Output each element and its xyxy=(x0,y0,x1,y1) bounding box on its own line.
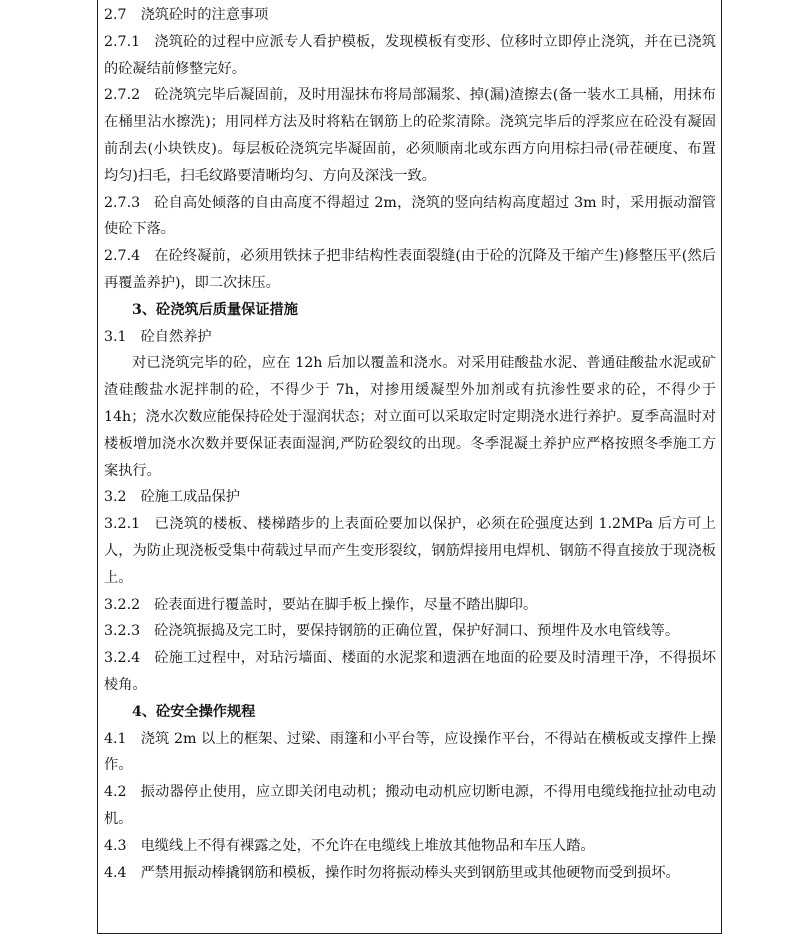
section-number: 2.7 xyxy=(104,7,127,23)
section-number: 3.2 xyxy=(104,489,127,506)
paragraph-text: 振动器停止使用，应立即关闭电动机；搬动电动机应切断电源，不得用电缆线拖拉扯动电动机。 xyxy=(104,784,716,827)
paragraph-h-3-2 xyxy=(104,484,716,511)
paragraph-text: 在砼终凝前，必须用铁抹子把非结构性表面裂缝(由于砼的沉降及干缩产生)修整压平(然后再覆盖养护)，即二次抹压。 xyxy=(104,248,716,291)
paragraph-p-3-2-4 xyxy=(104,645,716,699)
paragraph-text: 严禁用振动棒撬钢筋和模板，操作时勿将振动棒头夹到钢筋里或其他硬物而受到损坏。 xyxy=(140,864,680,881)
section-number: 3.2.3 xyxy=(104,623,141,640)
paragraph-text: 砼浇筑完毕后凝固前，及时用湿抹布将局部漏浆、掉(漏)渣擦去(备一装水工具桶，用抹布在桶里沾水擦洗)；用同样方法及时将粘在钢筋上的砼浆清除。浇筑完毕后的浮浆应在砼没有凝固前刮去(小块铁皮)。每层板砼浇筑完毕凝固前，必须顺南北或东西方向用棕扫帚(帚茬硬度、布置均匀)扫毛，扫毛纹路要清晰均匀、方向及深浅一致。 xyxy=(104,87,716,184)
paragraph-text: 浇筑 2m 以上的框架、过梁、雨篷和小平台等，应设操作平台，不得站在横板或支撑件上操作。 xyxy=(104,730,716,774)
paragraph-p-2-7-3 xyxy=(104,190,716,244)
section-number: 4.2 xyxy=(104,784,127,801)
paragraph-p-3-2-3 xyxy=(104,618,716,645)
section-number: 2.7.2 xyxy=(104,87,141,104)
section-number: 2.7.4 xyxy=(104,248,141,265)
section-number: 2.7.3 xyxy=(104,194,141,211)
section-number: 3.2.1 xyxy=(104,516,141,533)
paragraph-p-4-1 xyxy=(104,726,716,780)
paragraph-p-3-2-2 xyxy=(104,592,716,619)
section-number: 4.4 xyxy=(104,864,127,881)
paragraph-p-4-3 xyxy=(104,833,716,860)
paragraph-h-2-7 xyxy=(104,2,716,29)
paragraph-text: 砼表面进行覆盖时，要站在脚手板上操作，尽量不踏出脚印。 xyxy=(154,596,538,613)
section-number: 3.2.2 xyxy=(104,596,141,613)
paragraph-text: 浇筑砼时的注意事项 xyxy=(140,7,269,23)
paragraph-text: 浇筑砼的过程中应派专人看护模板，发现模板有变形、位移时立即停止浇筑，并在已浇筑的砼凝结前修整完好。 xyxy=(104,33,716,77)
paragraph-h-3: 3、砼浇筑后质量保证措施 xyxy=(132,301,298,318)
paragraph-text: 砼施工成品保护 xyxy=(140,489,240,506)
paragraph-text: 已浇筑的楼板、楼梯踏步的上表面砼要加以保护，必须在砼强度达到 1.2MPa 后方可上人，为防止现浇板受集中荷载过早而产生变形裂纹，钢筋焊接用电焊机、钢筋不得直接放于现浇板上。 xyxy=(104,516,716,586)
section-number: 3.1 xyxy=(104,328,127,345)
paragraph-text: 砼施工过程中，对玷污墙面、楼面的水泥浆和遗洒在地面的砼要及时清理干净，不得损坏棱角。 xyxy=(104,650,716,693)
paragraph-p-2-7-2 xyxy=(104,82,716,189)
paragraph-p-2-7-1 xyxy=(104,29,716,83)
paragraph-text: 砼自然养护 xyxy=(140,328,212,345)
section-number: 2.7.1 xyxy=(104,33,141,50)
paragraph-text: 电缆线上不得有裸露之处，不允许在电缆线上堆放其他物品和车压人踏。 xyxy=(140,837,595,854)
paragraph-text: 砼自高处倾落的自由高度不得超过 2m，浇筑的竖向结构高度超过 3m 时，采用振动溜管使砼下落。 xyxy=(104,194,716,238)
paragraph-p-4-4 xyxy=(104,860,716,887)
paragraph-h-4: 4、砼安全操作规程 xyxy=(132,703,256,720)
document-body xyxy=(104,2,716,886)
section-number: 4.1 xyxy=(104,730,127,747)
paragraph-h-3-1 xyxy=(104,324,716,351)
paragraph-text: 砼浇筑振捣及完工时，要保持钢筋的正确位置，保护好洞口、预埋件及水电管线等。 xyxy=(154,623,680,640)
paragraph-p-2-7-4 xyxy=(104,243,716,297)
paragraph-p-4-2 xyxy=(104,779,716,833)
section-number: 3.2.4 xyxy=(104,650,141,667)
paragraph-p-3-2-1 xyxy=(104,511,716,591)
paragraph-p-3-1: 对已浇筑完毕的砼，应在 12h 后加以覆盖和浇水。对采用硅酸盐水泥、普通硅酸盐水泥或矿渣硅酸盐水泥拌制的砼，不得少于 7h，对掺用缓凝型外加剂或有抗渗性要求的砼，不得少于 14h；浇水次数应能保持砼处于湿润状态；对立面可以采取定时定期浇水进行养护。夏季高温时对楼板增加浇水次数并要保证表面湿润,严防砼裂纹的出现。冬季混凝土养护应严格按照冬季施工方案执行。 xyxy=(104,355,716,479)
section-number: 4.3 xyxy=(104,837,127,854)
